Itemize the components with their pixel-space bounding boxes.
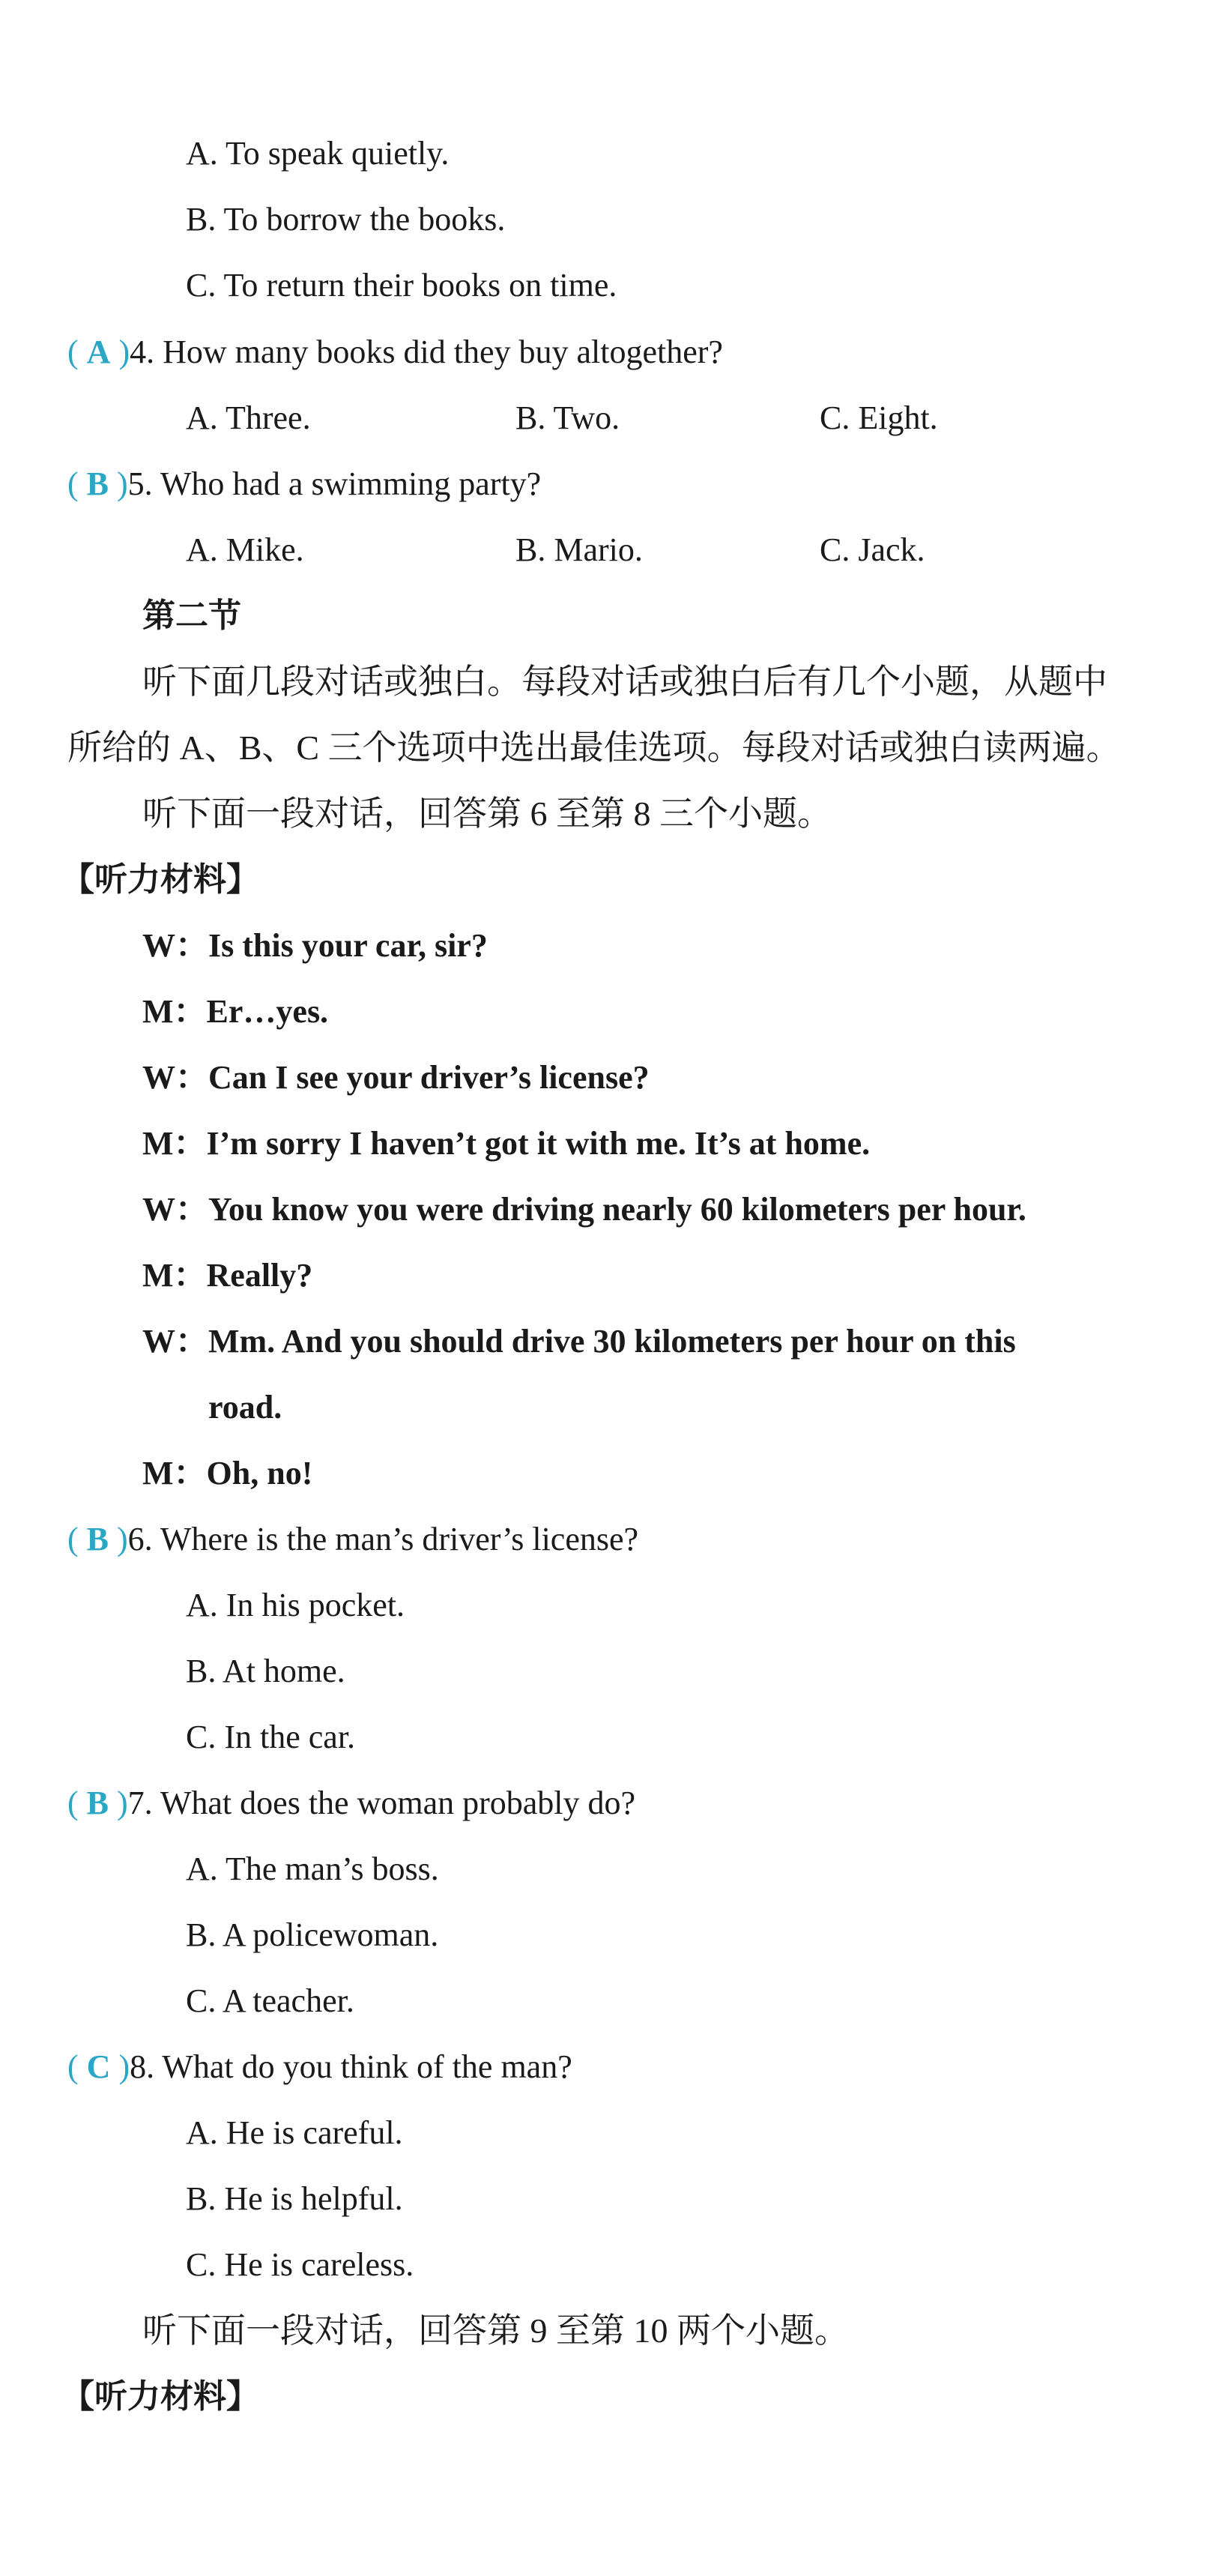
listening-material-label-2: 【听力材料】 xyxy=(61,2377,259,2416)
speaker-label: M： xyxy=(142,993,207,1030)
q7-option-b: B. A policewoman. xyxy=(186,1916,439,1953)
dialogue-line-5 xyxy=(142,1187,1026,1232)
paren-open: ( xyxy=(67,334,79,370)
dialogue-text: I’m sorry I haven’t got it with me. It’s at home. xyxy=(206,1125,871,1162)
dialogue-line-8 xyxy=(142,1451,312,1496)
dialogue-line-6 xyxy=(142,1253,312,1298)
dialogue-text: Can I see your driver’s license? xyxy=(208,1059,650,1096)
dialogue-line-7 xyxy=(142,1319,1016,1364)
speaker-label: M： xyxy=(142,1257,207,1294)
q8-option-a: A. He is careful. xyxy=(186,2114,403,2151)
q8-stem: 8. What do you think of the man? xyxy=(130,2048,572,2085)
paren-close: ) xyxy=(118,2048,130,2085)
dialogue-text: Oh, no! xyxy=(206,1455,313,1491)
dialogue-text: Really? xyxy=(206,1257,313,1294)
section-2-title: 第二节 xyxy=(142,597,241,635)
paren-open: ( xyxy=(67,2048,79,2085)
speaker-label: W： xyxy=(142,927,208,964)
question-4 xyxy=(67,330,723,375)
speaker-label: W： xyxy=(142,1323,208,1360)
paren-close: ) xyxy=(117,1521,128,1557)
dialogue-line-1 xyxy=(142,923,488,968)
question-6 xyxy=(67,1517,638,1562)
q4-option-a: A. Three. xyxy=(186,399,311,436)
q4-stem: 4. How many books did they buy altogether? xyxy=(130,334,723,370)
dialog-2-intro: 听下面一段对话，回答第 9 至第 10 两个小题。 xyxy=(142,2311,849,2350)
dialog-1-intro: 听下面一段对话，回答第 6 至第 8 三个小题。 xyxy=(142,794,832,833)
q5-stem: 5. Who had a swimming party? xyxy=(127,465,542,502)
dialogue-text: Er…yes. xyxy=(206,993,329,1030)
q5-option-b: B. Mario. xyxy=(515,531,643,568)
question-7 xyxy=(67,1781,635,1826)
q4-answer: A xyxy=(86,334,111,370)
q7-stem: 7. What does the woman probably do? xyxy=(127,1785,636,1821)
q8-option-b: B. He is helpful. xyxy=(186,2180,403,2217)
paren-open: ( xyxy=(67,465,79,502)
q4-option-b: B. Two. xyxy=(515,399,620,436)
speaker-label: W： xyxy=(142,1191,208,1228)
q5-option-a: A. Mike. xyxy=(186,531,304,568)
q5-answer: B xyxy=(86,465,109,502)
dialogue-text: Is this your car, sir? xyxy=(208,927,488,964)
q4-option-c: C. Eight. xyxy=(820,399,938,436)
question-8 xyxy=(67,2045,572,2090)
speaker-label: M： xyxy=(142,1125,207,1162)
speaker-label: M： xyxy=(142,1455,207,1491)
section-2-instruction-line2: 所给的 A、B、C 三个选项中选出最佳选项。每段对话或独白读两遍。 xyxy=(67,729,1121,767)
q8-option-c: C. He is careless. xyxy=(186,2246,414,2283)
q3-option-b: B. To borrow the books. xyxy=(186,201,506,238)
q6-answer: B xyxy=(86,1521,109,1557)
listening-material-label: 【听力材料】 xyxy=(61,860,259,899)
paren-open: ( xyxy=(67,1785,79,1821)
q7-option-c: C. A teacher. xyxy=(186,1982,354,2019)
dialogue-line-2 xyxy=(142,989,328,1034)
q3-option-a: A. To speak quietly. xyxy=(186,135,450,172)
q7-answer: B xyxy=(86,1785,109,1821)
paren-close: ) xyxy=(117,1785,128,1821)
paren-close: ) xyxy=(118,334,130,370)
q6-option-a: A. In his pocket. xyxy=(186,1587,405,1623)
dialogue-line-3 xyxy=(142,1055,650,1100)
paren-open: ( xyxy=(67,1521,79,1557)
speaker-label: W： xyxy=(142,1059,208,1096)
q6-option-b: B. At home. xyxy=(186,1653,345,1689)
q6-option-c: C. In the car. xyxy=(186,1719,356,1755)
q7-option-a: A. The man’s boss. xyxy=(186,1850,439,1887)
question-5 xyxy=(67,462,541,507)
q3-option-c: C. To return their books on time. xyxy=(186,267,617,304)
q5-option-c: C. Jack. xyxy=(820,531,925,568)
paren-close: ) xyxy=(117,465,128,502)
dialogue-text: Mm. And you should drive 30 kilometers per hour on this xyxy=(208,1323,1016,1360)
q6-stem: 6. Where is the man’s driver’s license? xyxy=(127,1521,639,1557)
q8-answer: C xyxy=(86,2048,111,2085)
dialogue-text: You know you were driving nearly 60 kilometers per hour. xyxy=(208,1191,1026,1228)
section-2-instruction-line1: 听下面几段对话或独白。每段对话或独白后有几个小题，从题中 xyxy=(142,663,1107,701)
dialogue-line-7-continued: road. xyxy=(208,1389,282,1426)
dialogue-line-4 xyxy=(142,1121,870,1166)
